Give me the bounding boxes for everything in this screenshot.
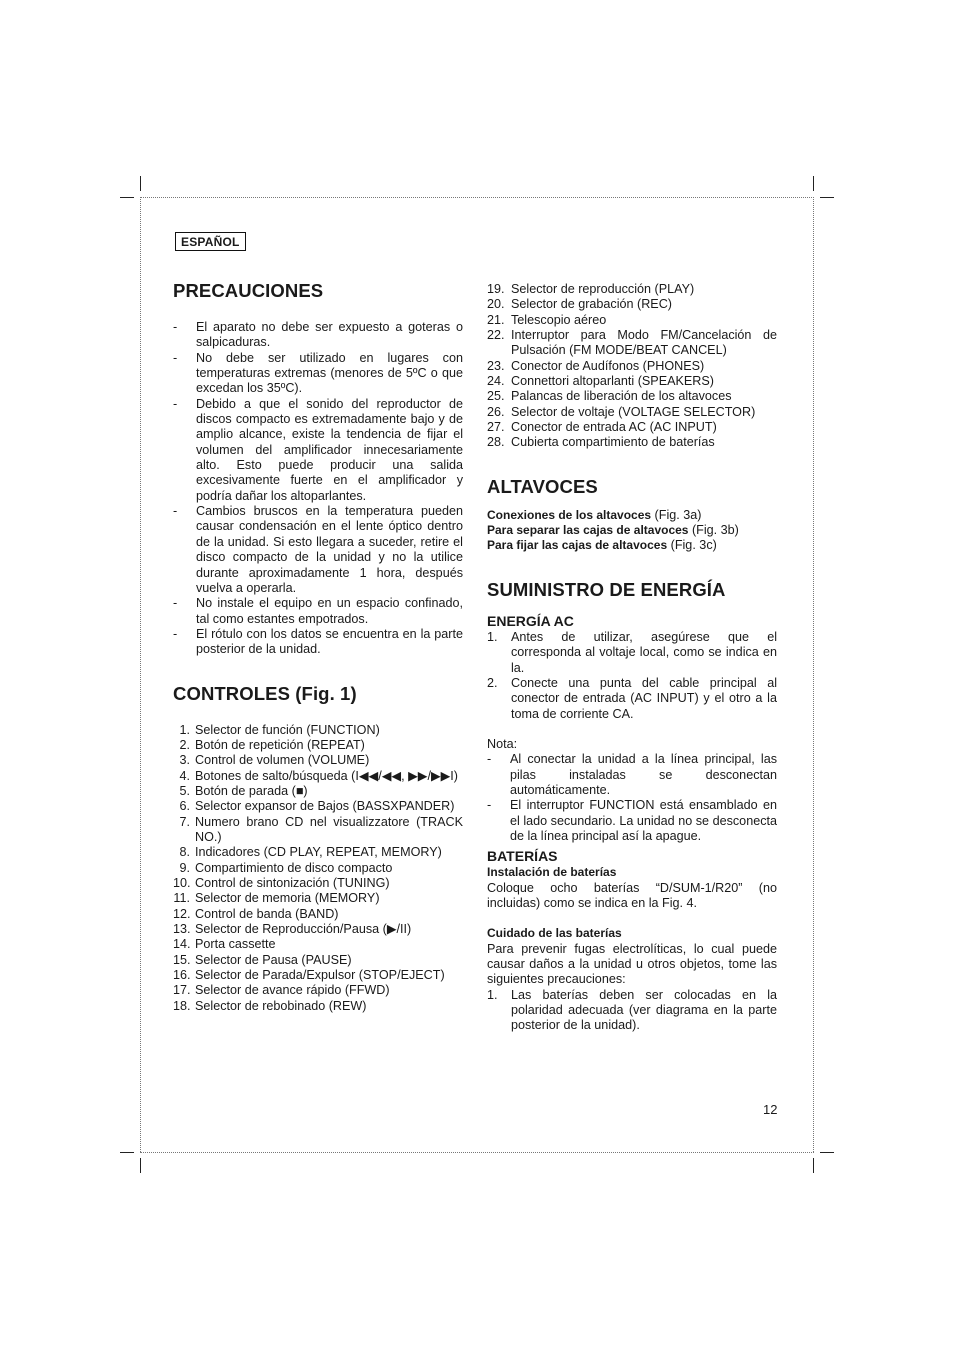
item-number: 4. — [179, 768, 190, 783]
cuidado-text: Para prevenir fugas electrolíticas, lo cual puede causar daños a la unidad u otros objetos, tome las siguientes precauciones: — [487, 941, 777, 987]
list-item — [487, 630, 777, 676]
list-item — [173, 723, 463, 738]
list-item — [487, 676, 777, 722]
item-number: 17. — [173, 983, 191, 998]
precaution-item: - No instale el equipo en un espacio confinado, tal como estantes empotrados. — [173, 596, 463, 626]
item-number: 7. — [179, 814, 190, 829]
controles-heading: CONTROLES (Fig. 1) — [173, 682, 357, 704]
list-item — [487, 988, 777, 1034]
item-number: 2. — [179, 737, 190, 752]
item-number: 15. — [173, 952, 191, 967]
altavoces-heading: ALTAVOCES — [487, 475, 598, 497]
item-text: Telescopio aéreo — [511, 312, 607, 327]
item-text: Selector de grabación (REC) — [511, 297, 672, 312]
left-column — [173, 280, 463, 1014]
item-text: Control de banda (BAND) — [195, 906, 339, 921]
item-number: 2. — [487, 675, 498, 690]
precauciones-heading: PRECAUCIONES — [173, 280, 324, 301]
item-text: Las baterías deben ser colocadas en la polaridad adecuada (ver diagrama en la parte posterior de la unidad). — [511, 987, 777, 1033]
list-item — [487, 313, 777, 328]
nota-label: Nota: — [487, 736, 518, 751]
controles-list — [173, 723, 463, 1015]
list-item — [487, 420, 777, 435]
precauciones-list — [173, 320, 463, 658]
item-number: 27. — [487, 420, 505, 435]
item-text: Control de sintonización (TUNING) — [195, 876, 390, 890]
altavoces-line-title: Para separar las cajas de altavoces — [487, 523, 689, 538]
crop-mark-top-right-vertical — [813, 176, 814, 191]
item-text: Selector de Reproducción/Pausa (▶/II) — [195, 922, 412, 937]
altavoces-line-title: Conexiones de los altavoces — [487, 507, 652, 522]
item-text: Palancas de liberación de los altavoces — [511, 389, 732, 404]
list-item — [173, 907, 463, 922]
item-number: 12. — [173, 906, 191, 921]
item-text: Botón de parada (■) — [195, 783, 308, 798]
item-text: Selector de Pausa (PAUSE) — [195, 952, 352, 967]
cuidado-list — [487, 988, 777, 1034]
item-text: Porta cassette — [195, 937, 276, 952]
item-number: 11. — [173, 891, 190, 906]
list-item — [173, 769, 463, 784]
list-item — [487, 389, 777, 404]
item-number: 22. — [487, 328, 505, 343]
list-item — [173, 845, 463, 860]
item-number: 28. — [487, 435, 505, 450]
trim-line-bottom — [140, 1152, 814, 1153]
item-number: 5. — [179, 783, 190, 798]
list-item — [487, 374, 777, 389]
crop-mark-bottom-left-vertical — [140, 1158, 141, 1173]
item-text: Selector de rebobinado (REW) — [195, 998, 367, 1013]
list-item — [487, 405, 777, 420]
list-item — [487, 282, 777, 297]
item-text: Selector de reproducción (PLAY) — [511, 282, 695, 296]
item-number: 26. — [487, 404, 505, 419]
nota-item: - El interruptor FUNCTION está ensamblado en el lado secundario. La unidad no se desconecta de la línea principal así la apague. — [487, 798, 777, 843]
item-text: Antes de utilizar, asegúrese que el corresponda al voltaje local, como se indica en la. — [511, 629, 777, 675]
item-text: Botón de repetición (REPEAT) — [195, 737, 365, 752]
altavoces-line — [487, 538, 777, 553]
precaution-item: - No debe ser utilizado en lugares con temperaturas extremas (menores de 5ºC o que excedan los 35ºC). — [173, 350, 463, 396]
trim-line-left — [140, 197, 141, 1152]
item-text: Numero brano CD nel visualizzatore (TRACK NO.) — [195, 814, 463, 844]
list-item — [487, 435, 777, 450]
list-item — [487, 328, 777, 359]
precaution-item: - El aparato no debe ser expuesto a goteras o salpicaduras. — [173, 320, 463, 350]
altavoces-line-title: Para fijar las cajas de altavoces — [487, 538, 668, 553]
item-number: 3. — [179, 753, 190, 768]
list-item — [173, 876, 463, 891]
item-text: Control de volumen (VOLUME) — [195, 753, 370, 768]
list-item — [173, 953, 463, 968]
trim-line-top — [140, 197, 814, 198]
item-number: 8. — [179, 845, 190, 860]
list-item — [173, 861, 463, 876]
item-number: 9. — [179, 860, 190, 875]
list-item — [173, 753, 463, 768]
crop-mark-bottom-right-vertical — [813, 1158, 814, 1173]
list-item — [173, 891, 463, 906]
item-number: 6. — [179, 799, 190, 814]
item-number: 23. — [487, 358, 505, 373]
item-text: Selector de avance rápido (FFWD) — [195, 983, 390, 998]
nota-item: - Al conectar la unidad a la línea principal, las pilas instaladas se desconectan automáticamente. — [487, 752, 777, 797]
item-text: Selector de voltaje (VOLTAGE SELECTOR) — [511, 404, 756, 419]
crop-mark-top-right-horizontal — [820, 197, 834, 198]
item-number: 1. — [487, 987, 498, 1002]
item-text: Botones de salto/búsqueda (I◀◀/◀◀, ▶▶/▶▶I) — [195, 768, 459, 783]
item-number: 25. — [487, 389, 505, 404]
instalacion-text: Coloque ocho baterías “D/SUM-1/R20” (no incluidas) como se indica en la Fig. 4. — [487, 880, 777, 910]
nota-list — [487, 752, 777, 844]
altavoces-line — [487, 508, 777, 523]
crop-mark-bottom-left-horizontal — [120, 1152, 134, 1153]
right-column — [487, 282, 777, 1034]
item-number: 16. — [173, 968, 191, 983]
list-item — [487, 297, 777, 312]
list-item — [173, 815, 463, 846]
crop-mark-bottom-right-horizontal — [820, 1152, 834, 1153]
item-number: 18. — [173, 998, 191, 1013]
suministro-heading: SUMINISTRO DE ENERGÍA — [487, 578, 726, 600]
item-number: 24. — [487, 374, 505, 389]
altavoces-figure-refs — [487, 508, 777, 554]
item-number: 1. — [179, 722, 190, 737]
item-number: 14. — [173, 937, 191, 952]
list-item — [487, 359, 777, 374]
item-text: Selector de función (FUNCTION) — [195, 722, 380, 737]
crop-mark-top-left-horizontal — [120, 197, 134, 198]
energia-ac-heading: ENERGÍA AC — [487, 612, 574, 629]
item-text: Conecte una punta del cable principal al conector de entrada (AC INPUT) y el otro a la toma de corriente CA. — [511, 675, 777, 721]
item-number: 21. — [487, 312, 505, 327]
item-number: 1. — [487, 629, 498, 644]
item-text: Indicadores (CD PLAY, REPEAT, MEMORY) — [195, 845, 442, 860]
precaution-item: - El rótulo con los datos se encuentra en la parte posterior de la unidad. — [173, 626, 463, 657]
baterias-heading: BATERÍAS — [487, 848, 558, 865]
altavoces-line-figref: (Fig. 3b) — [688, 523, 739, 538]
item-text: Conector de entrada AC (AC INPUT) — [511, 420, 717, 435]
item-text: Conector de Audífonos (PHONES) — [511, 358, 705, 373]
list-item — [173, 968, 463, 983]
instalacion-heading: Instalación de baterías — [487, 865, 617, 880]
item-number: 19. — [487, 282, 505, 296]
item-text: Selector expansor de Bajos (BASSXPANDER) — [195, 799, 455, 814]
precaution-item: - Debido a que el sonido del reproductor de discos compacto es extremadamente bajo y de amplio alcance, existe la tendencia de fijar el volumen del amplificador innecesariamente alto. Esto puede producir una salida excesivamente fuerte en el amplificador y podría dañar los altoparlantes. — [173, 396, 463, 503]
list-item — [173, 738, 463, 753]
page-number: 12 — [763, 1102, 778, 1117]
crop-mark-top-left-vertical — [140, 176, 141, 191]
altavoces-line — [487, 523, 777, 538]
altavoces-line-figref: (Fig. 3a) — [651, 507, 702, 522]
item-text: Connettori altoparlanti (SPEAKERS) — [511, 374, 714, 389]
trim-line-right — [813, 197, 814, 1152]
list-item — [173, 999, 463, 1014]
item-text: Interruptor para Modo FM/Cancelación de Pulsación (FM MODE/BEAT CANCEL) — [511, 328, 777, 358]
list-item — [173, 799, 463, 814]
controles-list-continued — [487, 282, 777, 451]
item-text: Cubierta compartimiento de baterías — [511, 435, 715, 450]
list-item — [173, 922, 463, 937]
item-text: Selector de memoria (MEMORY) — [195, 891, 380, 906]
item-number: 10. — [173, 876, 191, 890]
altavoces-line-figref: (Fig. 3c) — [667, 538, 717, 553]
item-text: Compartimiento de disco compacto — [195, 860, 393, 875]
language-tag: ESPAÑOL — [175, 232, 246, 251]
precaution-item: - Cambios bruscos en la temperatura pueden causar condensación en el lente óptico dentro de la unidad. Si esto llegara a suceder, retire el disco compacto de la unidad y no la utilice durante aproximadamente 1 hora, después vuelva a operarla. — [173, 504, 463, 595]
list-item — [173, 784, 463, 799]
item-number: 20. — [487, 297, 505, 312]
item-text: Selector de Parada/Expulsor (STOP/EJECT) — [195, 968, 445, 983]
energia-ac-list — [487, 630, 777, 722]
cuidado-heading: Cuidado de las baterías — [487, 926, 622, 941]
list-item — [173, 937, 463, 952]
list-item — [173, 983, 463, 998]
item-number: 13. — [173, 922, 191, 937]
